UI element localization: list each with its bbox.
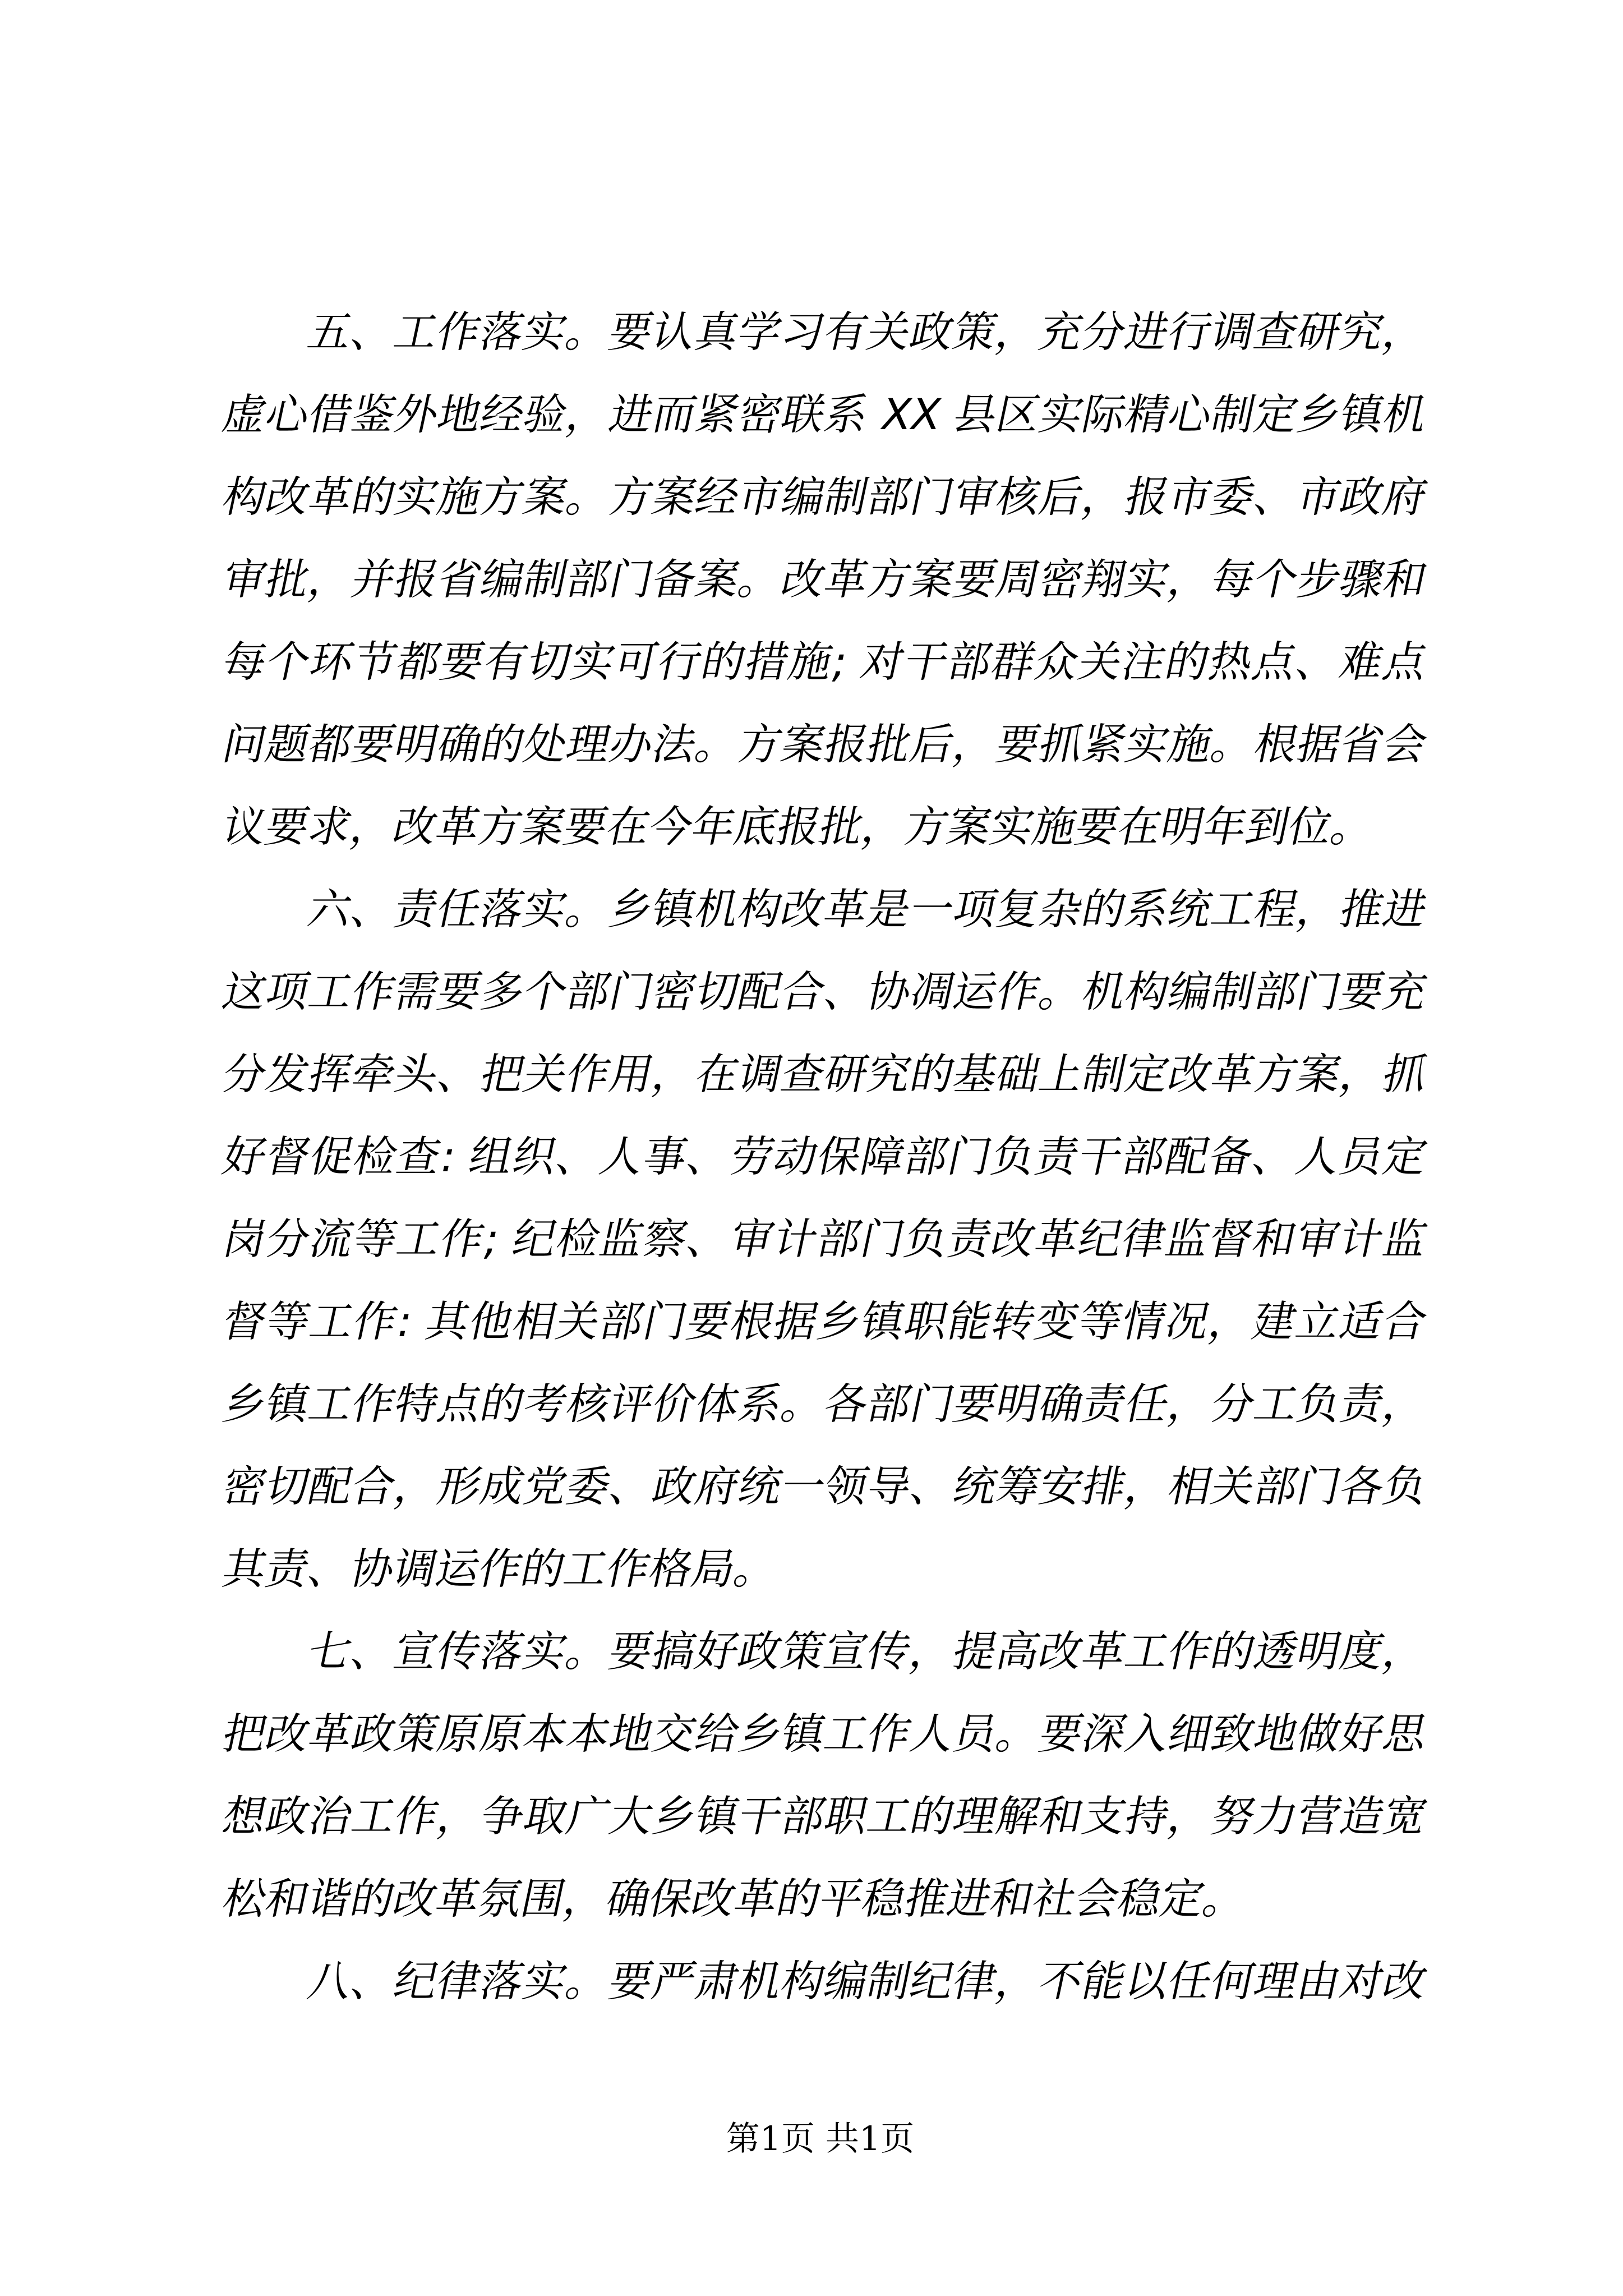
text-line: 其责、协调运作的工作格局。 [218,1544,783,1594]
text-line: 岗分流等工作; 纪检监察、审计部门负责改革纪律监督和审计监 [218,1214,1432,1264]
text-line: 松和谐的改革氛围，确保改革的平稳推进和社会稳定。 [218,1874,1252,1924]
text-line: 审批，并报省编制部门备案。改革方案要周密翔实，每个步骤和 [218,554,1432,604]
document-body [218,291,1432,2022]
text-line: 问题都要明确的处理办法。方案报批后，要抓紧实施。根据省会 [218,719,1432,769]
text-line: 每个环节都要有切实可行的措施; 对干部群众关注的热点、难点 [218,637,1432,687]
text-line: 想政治工作，争取广大乡镇干部职工的理解和支持，努力营造宽 [218,1791,1432,1841]
text-line: 六、责任落实。乡镇机构改革是一项复杂的系统工程，推进 [303,884,1432,934]
text-line: 七、宣传落实。要搞好政策宣传，提高改革工作的透明度， [303,1626,1432,1676]
text-line: 五、工作落实。要认真学习有关政策，充分进行调查研究， [303,307,1432,357]
text-line: 密切配合，形成党委、政府统一领导、统筹安排，相关部门各负 [218,1461,1432,1511]
text-line: 督等工作: 其他相关部门要根据乡镇职能转变等情况，建立适合 [218,1296,1432,1346]
text-line: 把改革政策原原本本地交给乡镇工作人员。要深入细致地做好思 [218,1709,1432,1759]
text-line: 分发挥牵头、把关作用，在调查研究的基础上制定改革方案，抓 [218,1049,1432,1099]
text-line: 八、纪律落实。要严肃机构编制纪律，不能以任何理由对改 [303,1956,1432,2006]
text-line: 虚心借鉴外地经验，进而紧密联系 XX 县区实际精心制定乡镇机 [218,389,1432,439]
page-number-footer: 第1页 共1页 [726,2119,915,2159]
text-line: 这项工作需要多个部门密切配合、协凋运作。机构编制部门要充 [218,967,1432,1016]
text-line: 构改革的实施方案。方案经市编制部门审核后，报市委、市政府 [218,472,1432,522]
text-line: 乡镇工作特点的考核评价体系。各部门要明确责任，分工负责， [218,1379,1432,1429]
text-line: 好督促检查: 组织、人事、劳动保障部门负责干部配备、人员定 [218,1131,1432,1181]
text-line: 议要求，改革方案要在今年底报批，方案实施要在明年到位。 [218,802,1380,852]
